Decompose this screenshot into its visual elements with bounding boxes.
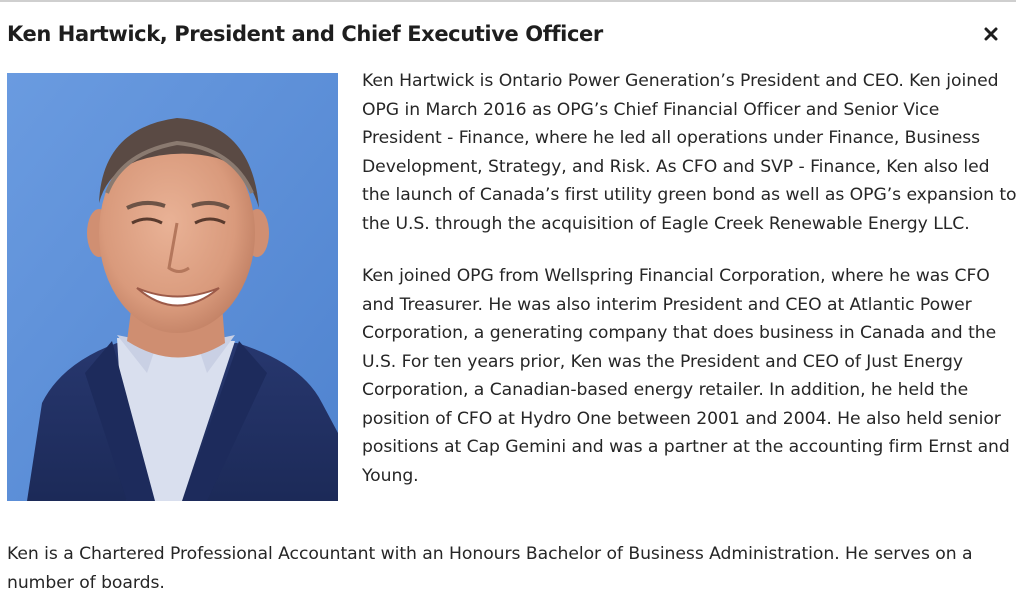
bio-paragraph-3: Ken is a Chartered Professional Accountant with an Honours Bachelor of Business Administration. He serves on a number of boards. <box>7 544 973 593</box>
bio-column <box>362 67 1018 490</box>
modal-header <box>7 18 1017 52</box>
portrait-photo <box>7 73 338 501</box>
close-icon <box>984 27 998 41</box>
bio-paragraph-1: Ken Hartwick is Ontario Power Generation’s President and CEO. Ken joined OPG in March 2016 as OPG’s Chief Financial Officer and Senior Vice President - Finance, where he led all operations under Finance, Business Development, Strategy, and Risk. As CFO and SVP - Finance, Ken also led the launch of Canada’s first utility green bond as well as OPG’s expansion to the U.S. through the acquisition of Eagle Creek Renewable Energy LLC. <box>362 71 1017 234</box>
close-button[interactable] <box>977 20 1005 48</box>
modal-title: Ken Hartwick, President and Chief Executive Officer <box>7 22 603 46</box>
bio-paragraph-2: Ken joined OPG from Wellspring Financial Corporation, where he was CFO and Treasurer. He was also interim President and CEO at Atlantic Power Corporation, a generating company that does business in Canada and the U.S. For ten years prior, Ken was the President and CEO of Just Energy Corporation, a Canadian-based energy retailer. In addition, he held the position of CFO at Hydro One between 2001 and 2004. He also held senior positions at Cap Gemini and was a partner at the accounting firm Ernst and Young. <box>362 266 1010 486</box>
top-divider <box>0 0 1016 2</box>
bio-footer <box>7 540 1007 597</box>
